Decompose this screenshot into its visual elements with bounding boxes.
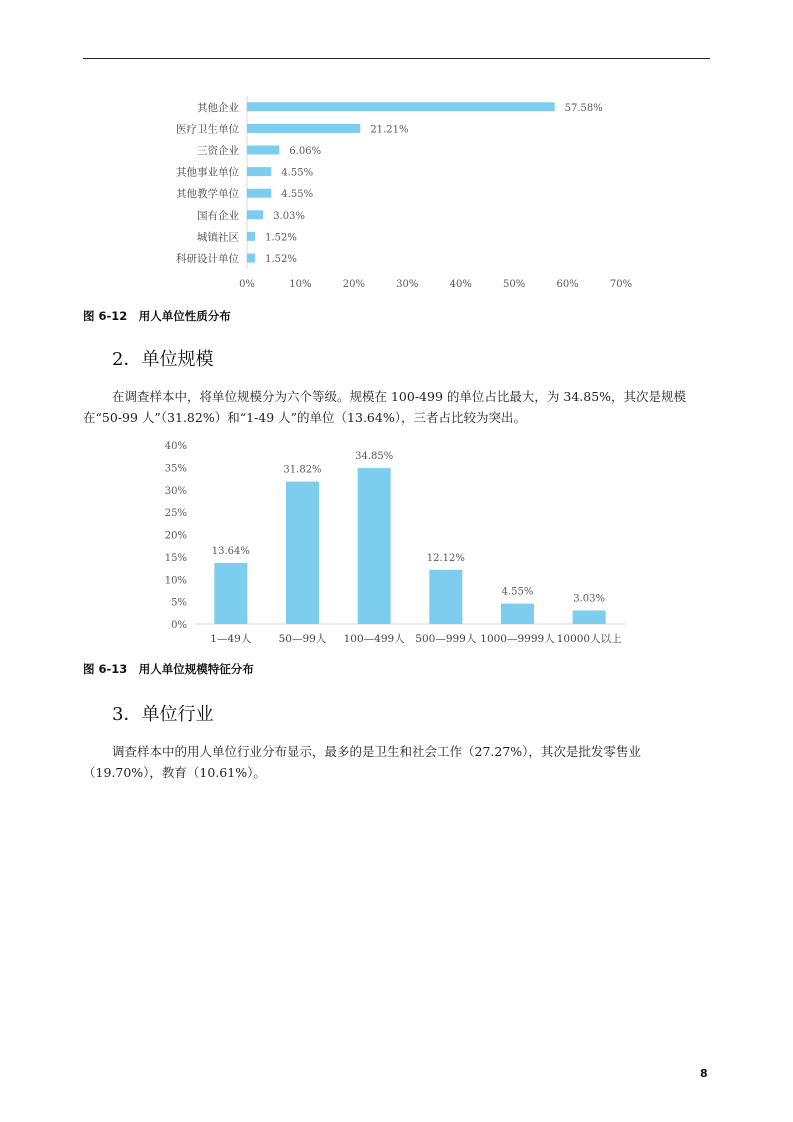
chart2-bar [573,610,606,624]
chart2-category-label: 1—49人 [210,633,252,645]
chart2-y-tick-label: 0% [171,620,187,631]
chart1-data-label: 4.55% [281,167,314,179]
chart2-y-tick-label: 15% [164,552,187,564]
chart2-y-tick-label: 30% [164,485,187,497]
section-3-paragraph: 调查样本中的用人单位行业分布显示，最多的是卫生和社会工作（27.27%），其次是批发零售业（19.70%），教育（10.61%）。 [83,744,641,780]
chart2-category-label: 1000—9999人 [480,633,555,645]
chart1-x-tick-label: 40% [449,279,472,290]
chart1-category-label: 国有企业 [197,209,239,222]
section-2-heading: 2．单位规模 [112,349,214,370]
chart2-bar [429,570,462,624]
chart1-data-label: 21.21% [370,124,409,136]
chart1-x-tick-label: 10% [289,279,312,290]
figure-6-13-caption: 图 6-13 用人单位规模特征分布 [83,662,254,676]
chart1-x-tick-label: 70% [609,279,633,290]
chart2-y-tick-label: 40% [164,441,187,452]
section-2-paragraph: 在调查样本中，将单位规模分为六个等级。规模在 100-499 的单位占比最大，为 34.85%，其次是规模在“50-99 人”（31.82%）和“1-49 人”的单位（13.64%），三者占比较为突出。 [83,389,687,425]
chart1-x-tick-label: 20% [342,279,365,290]
chart2-y-tick-label: 20% [164,530,187,542]
chart2-category-label: 100—499人 [343,633,405,645]
chart2-data-label: 13.64% [211,545,250,557]
chart1-category-label: 科研设计单位 [176,253,239,265]
chart2-bar [214,563,247,624]
chart1-data-label: 3.03% [273,210,305,222]
chart1-category-label: 其他事业单位 [176,166,239,179]
chart1-data-label: 4.55% [281,189,314,201]
chart2-y-tick-label: 25% [164,508,187,520]
chart1-x-tick-label: 50% [503,279,526,290]
chart1-category-label: 城镇社区 [197,231,239,244]
chart2-bar [501,604,534,624]
chart1-category-label: 其他企业 [197,101,239,114]
chart1-data-label: 1.52% [265,254,297,265]
page-number: 8 [700,1067,708,1080]
chart1-data-label: 6.06% [289,146,322,157]
section-3-heading: 3．单位行业 [112,704,214,725]
chart2-data-label: 12.12% [426,552,465,564]
chart1-data-label: 57.58% [564,102,603,114]
chart2-y-tick-label: 10% [164,575,187,587]
chart2-category-label: 10000人以上 [556,633,622,645]
chart2-data-label: 34.85% [355,451,394,463]
chart1-x-tick-label: 0% [239,279,255,290]
chart2-category-label: 50—99人 [278,633,327,645]
chart1-data-label: 1.52% [265,232,297,244]
chart1-category-label: 其他教学单位 [176,188,239,201]
chart1-x-tick-label: 30% [396,279,419,290]
chart2-data-label: 3.03% [573,593,606,605]
chart2-bar [286,482,319,624]
chart2-bar [358,468,391,624]
chart1-category-label: 三资企业 [197,145,239,157]
chart2-y-tick-label: 5% [171,597,187,609]
chart2-data-label: 4.55% [501,586,534,598]
chart1-x-tick-label: 60% [556,279,579,290]
chart2-data-label: 31.82% [283,464,322,476]
chart2-category-label: 500—999人 [415,633,477,645]
chart2-y-tick-label: 35% [164,463,187,475]
figure-6-12-caption: 图 6-12 用人单位性质分布 [83,309,231,323]
chart1-category-label: 医疗卫生单位 [176,123,239,136]
